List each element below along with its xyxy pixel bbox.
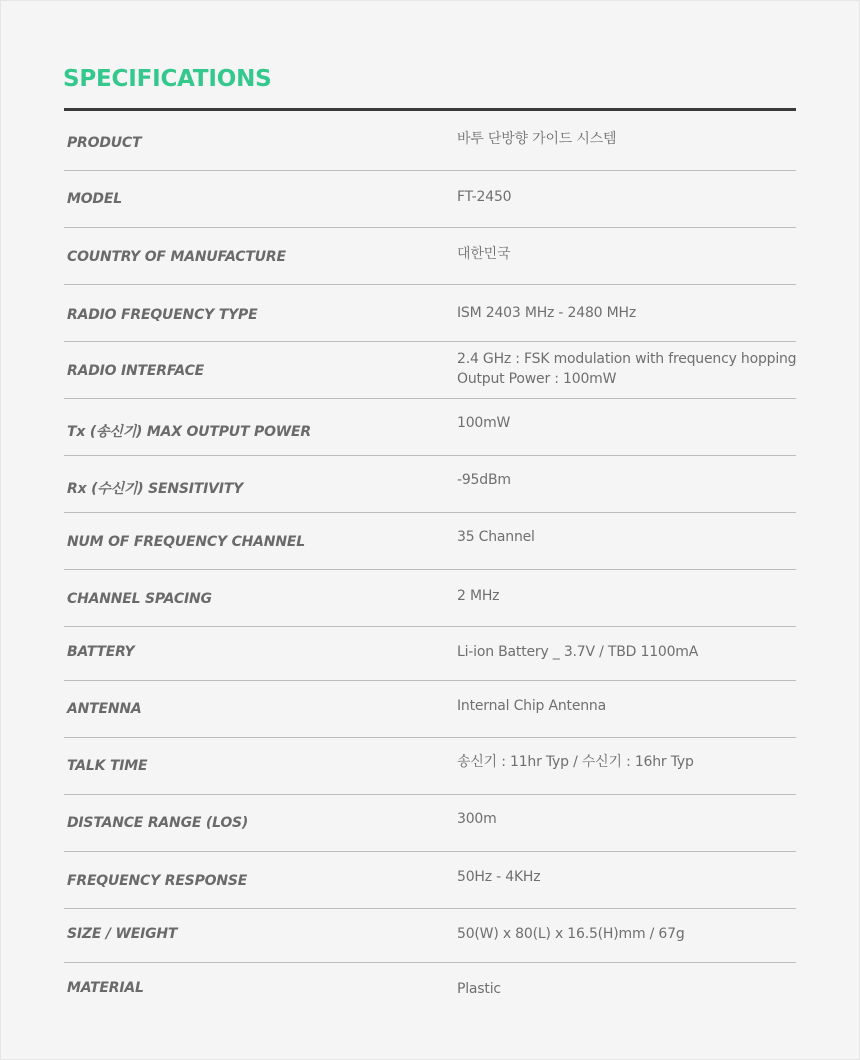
spec-value: 송신기 : 11hr Typ / 수신기 : 16hr Typ (457, 754, 694, 770)
spec-row-country (64, 228, 796, 285)
spec-row-size-weight (64, 909, 796, 963)
spec-label: MATERIAL (67, 980, 144, 996)
spec-label: CHANNEL SPACING (67, 591, 212, 607)
spec-value: 35 Channel (457, 529, 535, 545)
spec-row-material (64, 963, 796, 1020)
spec-label: FREQUENCY RESPONSE (67, 873, 248, 889)
spec-row-battery (64, 627, 796, 681)
spec-row-channel-spacing (64, 570, 796, 627)
spec-row-radio-frequency-type (64, 285, 796, 342)
spec-label: RADIO INTERFACE (67, 363, 205, 379)
spec-row-antenna (64, 681, 796, 738)
spec-row-talk-time (64, 738, 796, 795)
spec-value: 50Hz - 4KHz (457, 869, 541, 885)
spec-label: RADIO FREQUENCY TYPE (67, 307, 258, 323)
spec-label: COUNTRY OF MANUFACTURE (67, 249, 286, 265)
spec-value: 바투 단방향 가이드 시스템 (457, 131, 617, 147)
spec-row-channels (64, 513, 796, 570)
spec-label: SIZE / WEIGHT (67, 926, 178, 942)
spec-value: -95dBm (457, 472, 511, 488)
spec-label: ANTENNA (67, 701, 142, 717)
spec-value (457, 349, 796, 389)
spec-value: Li-ion Battery _ 3.7V / TBD 1100mA (457, 644, 699, 660)
spec-row-product (64, 111, 796, 171)
spec-row-distance-range (64, 795, 796, 852)
spec-label: PRODUCT (67, 135, 142, 151)
spec-value: 300m (457, 811, 497, 827)
spec-label: BATTERY (67, 644, 135, 660)
spec-value: 2 MHz (457, 588, 500, 604)
spec-value: Plastic (457, 981, 501, 997)
spec-label: Rx (수신기) SENSITIVITY (67, 481, 244, 497)
spec-row-model (64, 171, 796, 228)
page-title: SPECIFICATIONS (63, 66, 272, 92)
spec-label: DISTANCE RANGE (LOS) (67, 815, 249, 831)
spec-value: ISM 2403 MHz - 2480 MHz (457, 305, 636, 321)
spec-row-radio-interface (64, 342, 796, 399)
spec-row-rx-sensitivity (64, 456, 796, 513)
spec-label: MODEL (67, 191, 122, 207)
spec-label: NUM OF FREQUENCY CHANNEL (67, 534, 305, 550)
spec-value: FT-2450 (457, 189, 512, 205)
spec-value-line: 2.4 GHz : FSK modulation with frequency hopping (457, 351, 797, 367)
spec-value: 100mW (457, 415, 511, 431)
spec-value-line: Output Power : 100mW (457, 371, 617, 387)
spec-label: TALK TIME (67, 758, 148, 774)
spec-row-frequency-response (64, 852, 796, 909)
spec-table (64, 111, 796, 1020)
spec-row-tx-power (64, 399, 796, 456)
spec-value: Internal Chip Antenna (457, 698, 606, 714)
spec-value: 대한민국 (457, 246, 511, 262)
spec-label: Tx (송신기) MAX OUTPUT POWER (67, 424, 311, 440)
spec-value: 50(W) x 80(L) x 16.5(H)mm / 67g (457, 926, 685, 942)
